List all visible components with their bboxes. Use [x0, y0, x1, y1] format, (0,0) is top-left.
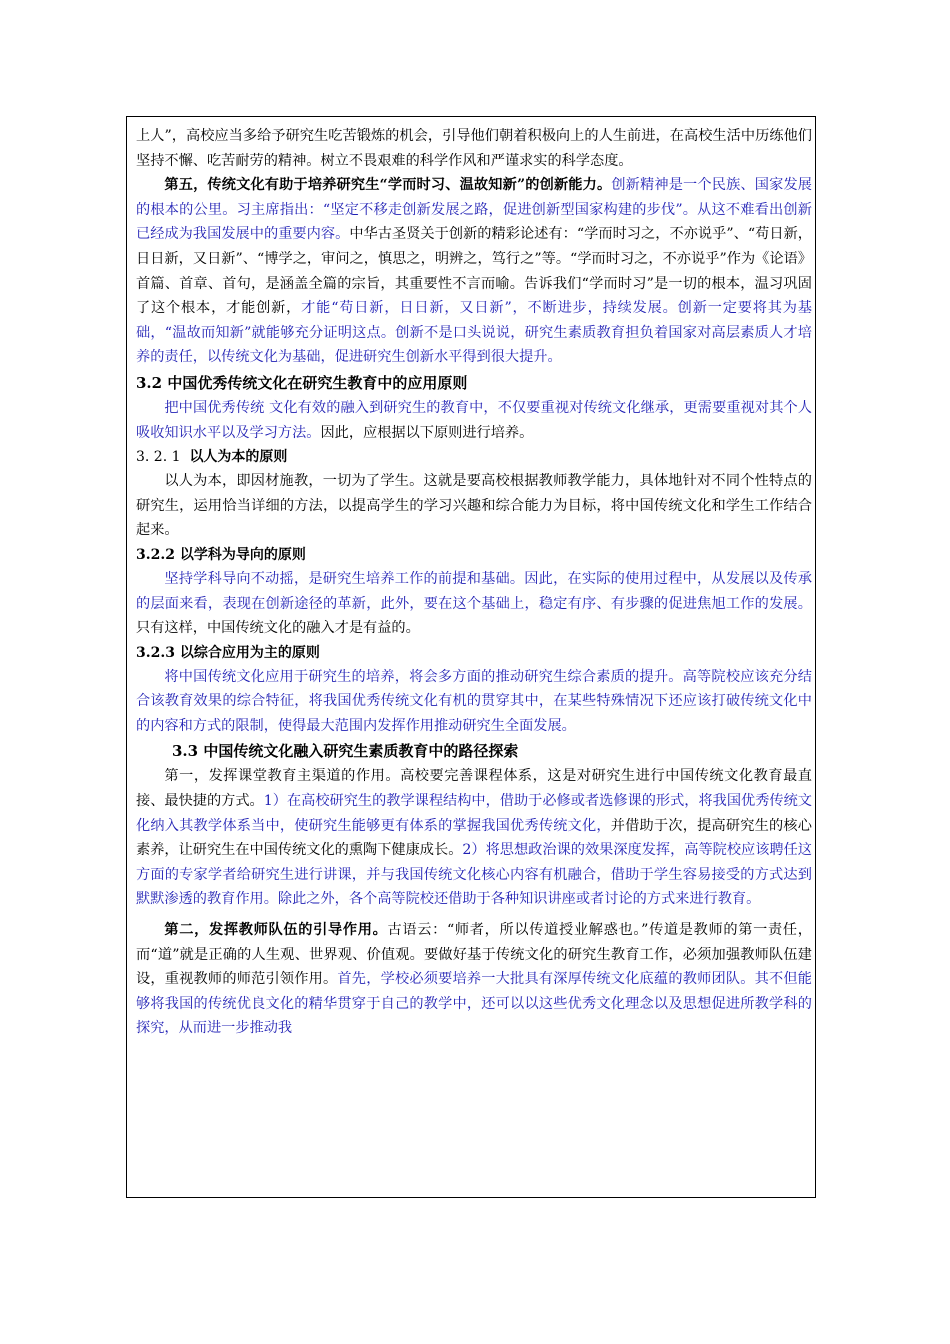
paragraph-7 [136, 764, 812, 912]
blue-text: 坚持学科导向不动摇，是研究生培养工作的前提和基础。因此，在实际的使用过程中，从发展以及传承的层面来看，表现在创新途径的革新，此外，要在这个基础上，稳定有序、有步骤的促进焦旭工作的发展。 [136, 570, 812, 612]
text: 上人”，高校应当多给予研究生吃苦锻炼的机会，引导他们朝着积极向上的人生前进，在高校生活中历练他们坚持不懈、吃苦耐劳的精神。树立不畏艰难的科学作风和严谨求实的科学态度。 [136, 128, 812, 169]
paragraph-4: 以人为本，即因材施教，一切为了学生。这就是要高校根据教师教学能力，具体地针对不同个性特点的研究生，运用恰当详细的方法，以提高学生的学习兴趣和综合能力为目标，将中国传统文化和学生工作结合起来。 [136, 473, 812, 539]
blue-text: 2）将思想政治课的效果深度发挥，高等院校应该聘任这方面的专家学者给研究生进行讲课，并与我国传统文化核心内容有机融合，借助于学生容易接受的方式达到默默渗透的教育作用。除此之外，各个高等院校还借助于各种知识讲座或者讨论的方式来进行教育。 [136, 842, 812, 908]
blue-text: 首先，学校必须要培养一大批具有深厚传统文化底蕴的教师团队。其不但能够将我国的传统优良文化的精华贯穿于自己的教学中，还可以以这些优秀文化理念以及思想促进所教学科的探究，从而进一步推动我 [136, 971, 812, 1037]
paragraph-1 [136, 124, 812, 173]
bold-lead: 第二，发挥教师队伍的引导作用。 [164, 922, 388, 939]
subheading-3-2-3: 3.2.3 以综合应用为主的原则 [136, 644, 320, 661]
text: 因此，应根据以下原则进行培养。 [320, 424, 534, 441]
blue-text: 创新精神是一个民族、国家发展的根本的公里。习主席指出：“坚定不移走创新发展之路，促进创新型国家构建的步伐”。从这不难看出创新已经成为我国发展中的重要内容。 [136, 177, 812, 243]
text: 古语云：“师者，所以传道授业解惑也。”传道是教师的第一责任，而“道”就是正确的人生观、世界观、价值观。要做好基于传统文化的研究生教育工作，必须加强教师队伍建设，重视教师的师范引领作用。 [136, 922, 812, 988]
blue-text: 将中国传统文化应用于研究生的培养，将会多方面的推动研究生综合素质的提升。高等院校应该充分结合该教育效果的综合特征，将我国优秀传统文化有机的贯穿其中，在某些特殊情况下还应该打破传统文化中的内容和方式的限制，使得最大范围内发挥作用推动研究生全面发展。 [136, 668, 812, 734]
text: 中华古圣贤关于创新的精彩论述有：“学而时习之，不亦说乎”、“苟日新，日日新，又日新”、“博学之，审问之，慎思之，明辨之，笃行之”等。“学而时习之，不亦说乎”作为《论语》首篇、首章、首句，是涵盖全篇的宗旨，其重要性不言而喻。告诉我们“学而时习”是一切的根本，温习巩固了这个根本，才能创新， [136, 226, 812, 317]
section-heading-3-2: 3.2 中国优秀传统文化在研究生教育中的应用原则 [136, 373, 468, 392]
subheading-label: 以人为本的原则 [189, 449, 288, 466]
section-heading-3-3: 3.3 中国传统文化融入研究生素质教育中的路径探索 [172, 742, 519, 761]
subheading-number: 3. 2. 1 [136, 449, 181, 466]
blue-text: 才能“苟日新，日日新，又日新”，不断进步，持续发展。创新一定要将其为基础，“温故而知新”就能够充分证明这点。创新不是口头说说，研究生素质教育担负着国家对高层素质人才培养的责任，以传统文化为基础，促进研究生创新水平得到很大提升。 [136, 300, 812, 366]
bold-lead: 第五，传统文化有助于培养研究生“学而时习、温故知新”的创新能力。 [164, 177, 612, 194]
blue-text: 把中国优秀传统 文化有效的融入到研究生的教育中，不仅要重视对传统文化继承，更需要重视对其个人吸收知识水平以及学习方法。 [136, 399, 812, 441]
paragraph-2 [136, 173, 812, 370]
text: 并借助于次，提高研究生的核心素养，让研究生在中国传统文化的熏陶下健康成长。 [136, 817, 812, 859]
paragraph-3 [136, 396, 812, 445]
text: 第一，发挥课堂教育主渠道的作用。高校要完善课程体系，这是对研究生进行中国传统文化教育最直接、最快捷的方式。 [136, 768, 812, 810]
document-body [136, 124, 812, 1041]
paragraph-8 [136, 918, 812, 1041]
subheading-3-2-1 [136, 445, 812, 469]
text: 只有这样，中国传统文化的融入才是有益的。 [136, 620, 420, 637]
subheading-3-2-2: 3.2.2 以学科为导向的原则 [136, 546, 306, 563]
paragraph-5 [136, 567, 812, 641]
paragraph-6 [136, 665, 812, 739]
blue-text: 1）在高校研究生的教学课程结构中，借助于必修或者选修课的形式，将我国优秀传统文化纳入其教学体系当中，使研究生能够更有体系的掌握我国优秀传统文化， [136, 793, 812, 834]
